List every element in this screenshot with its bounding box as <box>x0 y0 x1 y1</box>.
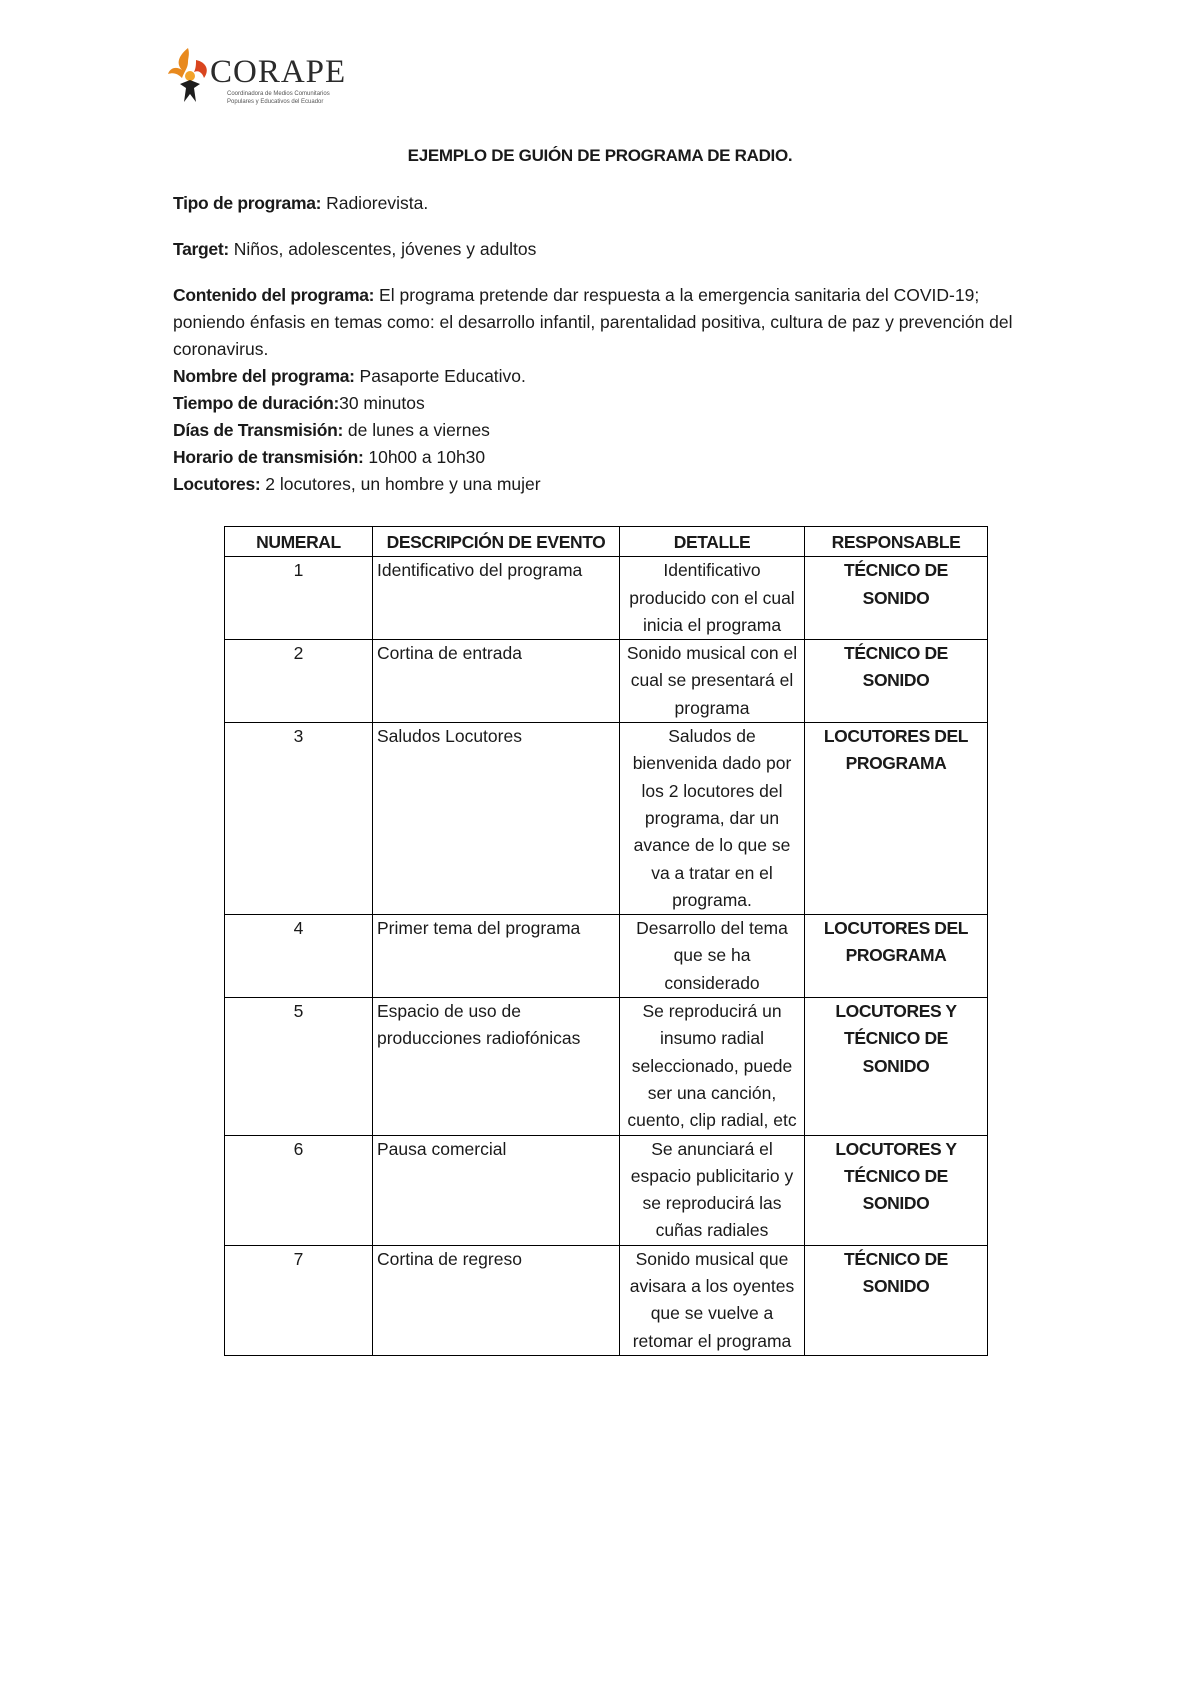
tiempo-value: 30 minutos <box>339 393 425 413</box>
header-responsable: RESPONSABLE <box>805 527 988 557</box>
table-row <box>225 915 988 998</box>
table-row <box>225 640 988 723</box>
table-header-row <box>225 527 988 557</box>
cell-detalle: Identificativo producido con el cual inicia el programa <box>620 557 805 640</box>
phoenix-logo-icon <box>166 46 212 106</box>
cell-detalle: Sonido musical que avisara a los oyentes que se vuelve a retomar el programa <box>620 1245 805 1355</box>
cell-descripcion: Identificativo del programa <box>373 557 620 640</box>
cell-numeral: 6 <box>225 1135 373 1245</box>
cell-detalle: Sonido musical con el cual se presentará el programa <box>620 640 805 723</box>
tipo-label: Tipo de programa: <box>173 193 322 213</box>
header-numeral: NUMERAL <box>225 527 373 557</box>
horario-value: 10h00 a 10h30 <box>363 447 486 467</box>
table-row <box>225 557 988 640</box>
corape-logo <box>166 46 366 108</box>
dias-label: Días de Transmisión: <box>173 420 344 440</box>
cell-descripcion: Espacio de uso de producciones radiofónicas <box>373 998 620 1135</box>
tipo-value: Radiorevista. <box>321 193 429 213</box>
header-descripcion: DESCRIPCIÓN DE EVENTO <box>373 527 620 557</box>
cell-detalle: Saludos de bienvenida dado por los 2 locutores del programa, dar un avance de lo que se va a tratar en el programa. <box>620 723 805 915</box>
meta-contenido <box>173 282 1053 363</box>
locutores-label: Locutores: <box>173 474 261 494</box>
cell-responsable: TÉCNICO DE SONIDO <box>805 1245 988 1355</box>
cell-numeral: 1 <box>225 557 373 640</box>
tiempo-label: Tiempo de duración: <box>173 393 340 413</box>
meta-nombre <box>173 363 1053 390</box>
cell-detalle: Desarrollo del tema que se ha considerado <box>620 915 805 998</box>
cell-numeral: 2 <box>225 640 373 723</box>
cell-descripcion: Pausa comercial <box>373 1135 620 1245</box>
dias-value: de lunes a viernes <box>343 420 490 440</box>
cell-responsable: LOCUTORES Y TÉCNICO DE SONIDO <box>805 1135 988 1245</box>
table-row <box>225 1245 988 1355</box>
script-table <box>224 526 988 1356</box>
meta-tiempo <box>173 390 1053 417</box>
meta-horario <box>173 444 1053 471</box>
cell-descripcion: Primer tema del programa <box>373 915 620 998</box>
meta-block <box>173 282 1053 498</box>
cell-numeral: 4 <box>225 915 373 998</box>
table-row <box>225 998 988 1135</box>
contenido-label: Contenido del programa: <box>173 285 375 305</box>
cell-responsable: TÉCNICO DE SONIDO <box>805 640 988 723</box>
header-detalle: DETALLE <box>620 527 805 557</box>
table-row <box>225 723 988 915</box>
nombre-value: Pasaporte Educativo. <box>354 366 526 386</box>
nombre-label: Nombre del programa: <box>173 366 355 386</box>
contenido-value: El programa pretende dar respuesta a la emergencia sanitaria del COVID-19; poniendo énfasis en temas como: el desarrollo infantil, parentalidad positiva, cultura de paz y prevención del coronavirus. <box>173 285 1013 359</box>
cell-numeral: 5 <box>225 998 373 1135</box>
cell-detalle: Se reproducirá un insumo radial seleccionado, puede ser una canción, cuento, clip radial, etc <box>620 998 805 1135</box>
meta-locutores <box>173 471 1053 498</box>
cell-responsable: LOCUTORES DEL PROGRAMA <box>805 915 988 998</box>
document-title: EJEMPLO DE GUIÓN DE PROGRAMA DE RADIO. <box>407 146 793 165</box>
target-label: Target: <box>173 239 229 259</box>
locutores-value: 2 locutores, un hombre y una mujer <box>260 474 541 494</box>
cell-descripcion: Saludos Locutores <box>373 723 620 915</box>
cell-responsable: LOCUTORES DEL PROGRAMA <box>805 723 988 915</box>
cell-numeral: 7 <box>225 1245 373 1355</box>
cell-responsable: LOCUTORES Y TÉCNICO DE SONIDO <box>805 998 988 1135</box>
horario-label: Horario de transmisión: <box>173 447 364 467</box>
cell-descripcion: Cortina de entrada <box>373 640 620 723</box>
table-row <box>225 1135 988 1245</box>
cell-descripcion: Cortina de regreso <box>373 1245 620 1355</box>
logo-wordmark: CORAPE <box>210 54 347 90</box>
logo-subtitle: Coordinadora de Medios Comunitarios Populares y Educativos del Ecuador <box>227 91 330 105</box>
target-value: Niños, adolescentes, jóvenes y adultos <box>228 239 537 259</box>
cell-numeral: 3 <box>225 723 373 915</box>
meta-dias <box>173 417 1053 444</box>
cell-responsable: TÉCNICO DE SONIDO <box>805 557 988 640</box>
cell-detalle: Se anunciará el espacio publicitario y se reproducirá las cuñas radiales <box>620 1135 805 1245</box>
meta-tipo <box>173 190 1053 217</box>
meta-target <box>173 236 1053 263</box>
